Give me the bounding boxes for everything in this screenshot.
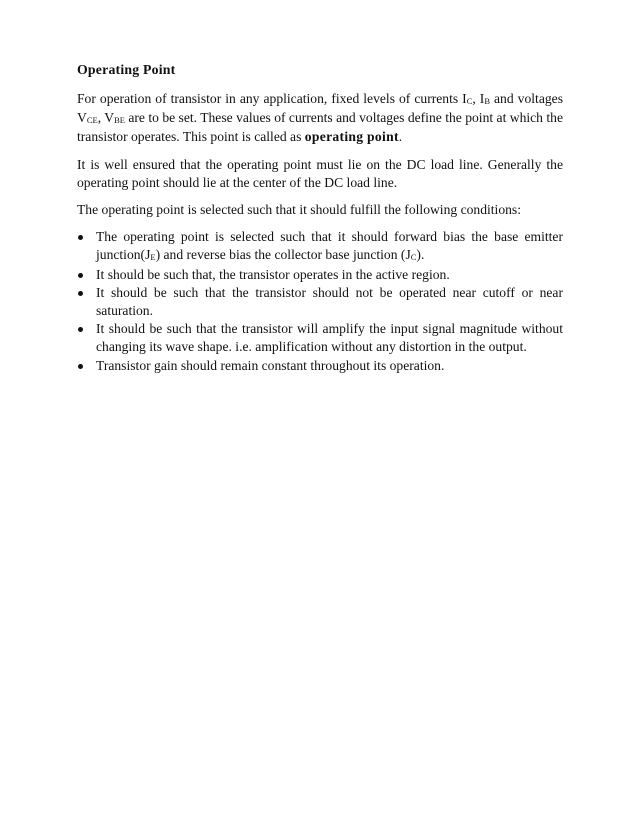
text-run: The operating point is selected such that it should fulfill the following conditions: (77, 202, 521, 218)
subscript: B (484, 96, 490, 106)
text-run: ). (416, 247, 425, 263)
text-run: are to be set. These values of currents and voltages define the point at which the transistor operates. This point is called as (77, 110, 563, 145)
text-run: For operation of transistor in any application, fixed levels of currents I (77, 91, 467, 106)
subscript: C (410, 252, 417, 263)
list-item (77, 284, 563, 320)
text-run: , V (97, 110, 115, 126)
list-item (77, 266, 563, 284)
paragraph (77, 201, 563, 219)
text-run: It should be such that the transistor will amplify the input signal magnitude without changing its wave shape. i.e. amplification without any distortion in the output. (96, 321, 563, 355)
bold-term: operating point (304, 129, 399, 145)
body-paragraphs (77, 90, 563, 219)
subscript: CE (86, 115, 98, 126)
text-run: It should be such that the transistor should not be operated near cutoff or near saturation. (96, 284, 563, 319)
document-page (77, 61, 563, 375)
subscript: C (466, 96, 473, 106)
list-item (77, 320, 563, 356)
subscript: E (150, 252, 156, 263)
list-item (77, 357, 563, 375)
conditions-list (77, 228, 563, 375)
text-run: ) and reverse bias the collector base junction (J (155, 247, 411, 263)
paragraph (77, 156, 563, 192)
text-run: and voltages V (77, 91, 563, 126)
section-heading: Operating Point (77, 62, 176, 77)
text-run: It is well ensured that the operating point must lie on the DC load line. Generally the operating point should lie at the center of the DC load line. (77, 156, 563, 190)
text-run: Transistor gain should remain constant throughout its operation. (96, 357, 445, 373)
paragraph (77, 90, 563, 147)
text-run: The operating point is selected such that it should forward bias the base emitter junction(J (96, 229, 563, 263)
subscript: BE (114, 115, 125, 126)
text-run: It should be such that, the transistor operates in the active region. (96, 266, 450, 282)
list-item (77, 228, 563, 265)
text-run: . (398, 129, 403, 145)
text-run: , I (472, 91, 485, 106)
